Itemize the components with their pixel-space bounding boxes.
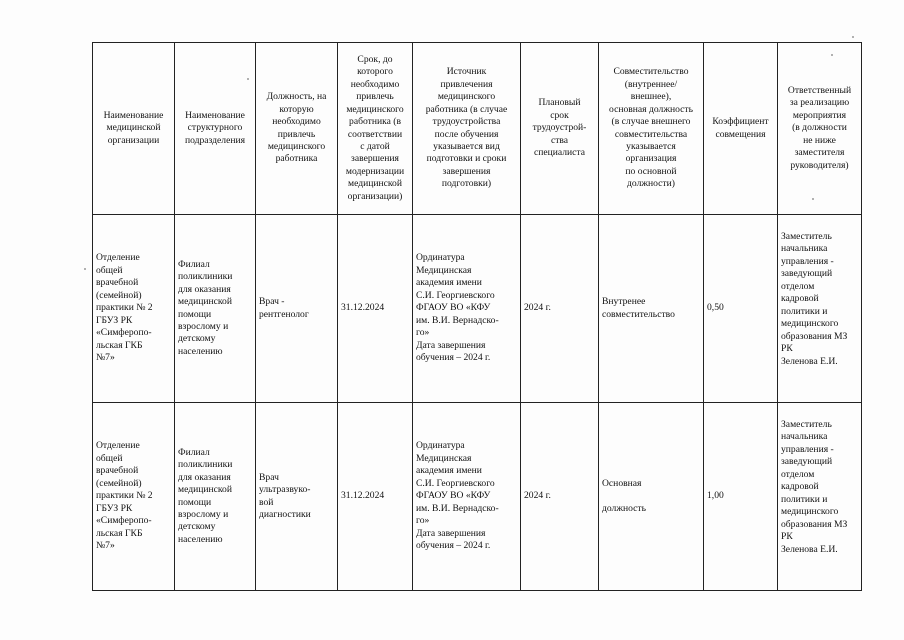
scan-speck (247, 78, 249, 80)
header-position: Должность, на которую необходимо привлечь медицинского работника (256, 43, 338, 215)
cell-planned-term: 2024 г. (521, 215, 599, 403)
cell-organization: Отделение общей врачебной (семейной) практики № 2 ГБУЗ РК «Симферопо- льская ГКБ №7» (93, 215, 175, 403)
cell-planned-term: 2024 г. (521, 403, 599, 591)
scan-speck (84, 268, 86, 270)
cell-position: Врач - рентгенолог (256, 215, 338, 403)
header-source: Источник привлечения медицинского работника (в случае трудоустройства после обучения указывается вид подготовки и сроки завершения подготовки) (413, 43, 521, 215)
table-row (93, 215, 862, 403)
scan-speck (831, 54, 833, 56)
cell-coefficient: 0,50 (704, 215, 778, 403)
table-row (93, 403, 862, 591)
header-responsible: Ответственный за реализацию мероприятия (в должности не ниже заместителя руководителя) (778, 43, 862, 215)
table-header-row (93, 43, 862, 215)
cell-subdivision: Филиал поликлиники для оказания медицинской помощи взрослому и детскому населению (175, 215, 256, 403)
header-subdivision: Наименование структурного подразделения (175, 43, 256, 215)
cell-combination: Внутренее совместительство (599, 215, 704, 403)
cell-combination: Основная должность (599, 403, 704, 591)
header-deadline: Срок, до которого необходимо привлечь медицинского работника (в соответствии с датой завершения модернизации медицинской организации) (338, 43, 413, 215)
cell-source: Ординатура Медицинская академия имени С.И. Георгиевского ФГАОУ ВО «КФУ им. В.И. Вернадско- го» Дата завершения обучения – 2024 г. (413, 215, 521, 403)
cell-coefficient: 1,00 (704, 403, 778, 591)
header-coefficient: Коэффициент совмещения (704, 43, 778, 215)
scan-speck (852, 36, 854, 38)
staffing-table (92, 42, 862, 591)
cell-subdivision: Филиал поликлиники для оказания медицинской помощи взрослому и детскому населению (175, 403, 256, 591)
scan-speck (812, 198, 814, 200)
header-organization: Наименование медицинской организации (93, 43, 175, 215)
cell-deadline: 31.12.2024 (338, 215, 413, 403)
cell-organization: Отделение общей врачебной (семейной) практики № 2 ГБУЗ РК «Симферопо- льская ГКБ №7» (93, 403, 175, 591)
header-combination: Совместительство (внутреннее/ внешнее), основная должность (в случае внешнего совместительства указывается организация по основной должности) (599, 43, 704, 215)
cell-responsible: Заместитель начальника управления - заведующий отделом кадровой политики и медицинского образования МЗ РК Зеленова Е.И. (778, 403, 862, 591)
cell-source: Ординатура Медицинская академия имени С.И. Георгиевского ФГАОУ ВО «КФУ им. В.И. Вернадско- го» Дата завершения обучения – 2024 г. (413, 403, 521, 591)
cell-position: Врач ультразвуко- вой диагностики (256, 403, 338, 591)
header-planned-term: Плановый срок трудоустрой- ства специалиста (521, 43, 599, 215)
cell-responsible: Заместитель начальника управления - заведующий отделом кадровой политики и медицинского образования МЗ РК Зеленова Е.И. (778, 215, 862, 403)
cell-deadline: 31.12.2024 (338, 403, 413, 591)
